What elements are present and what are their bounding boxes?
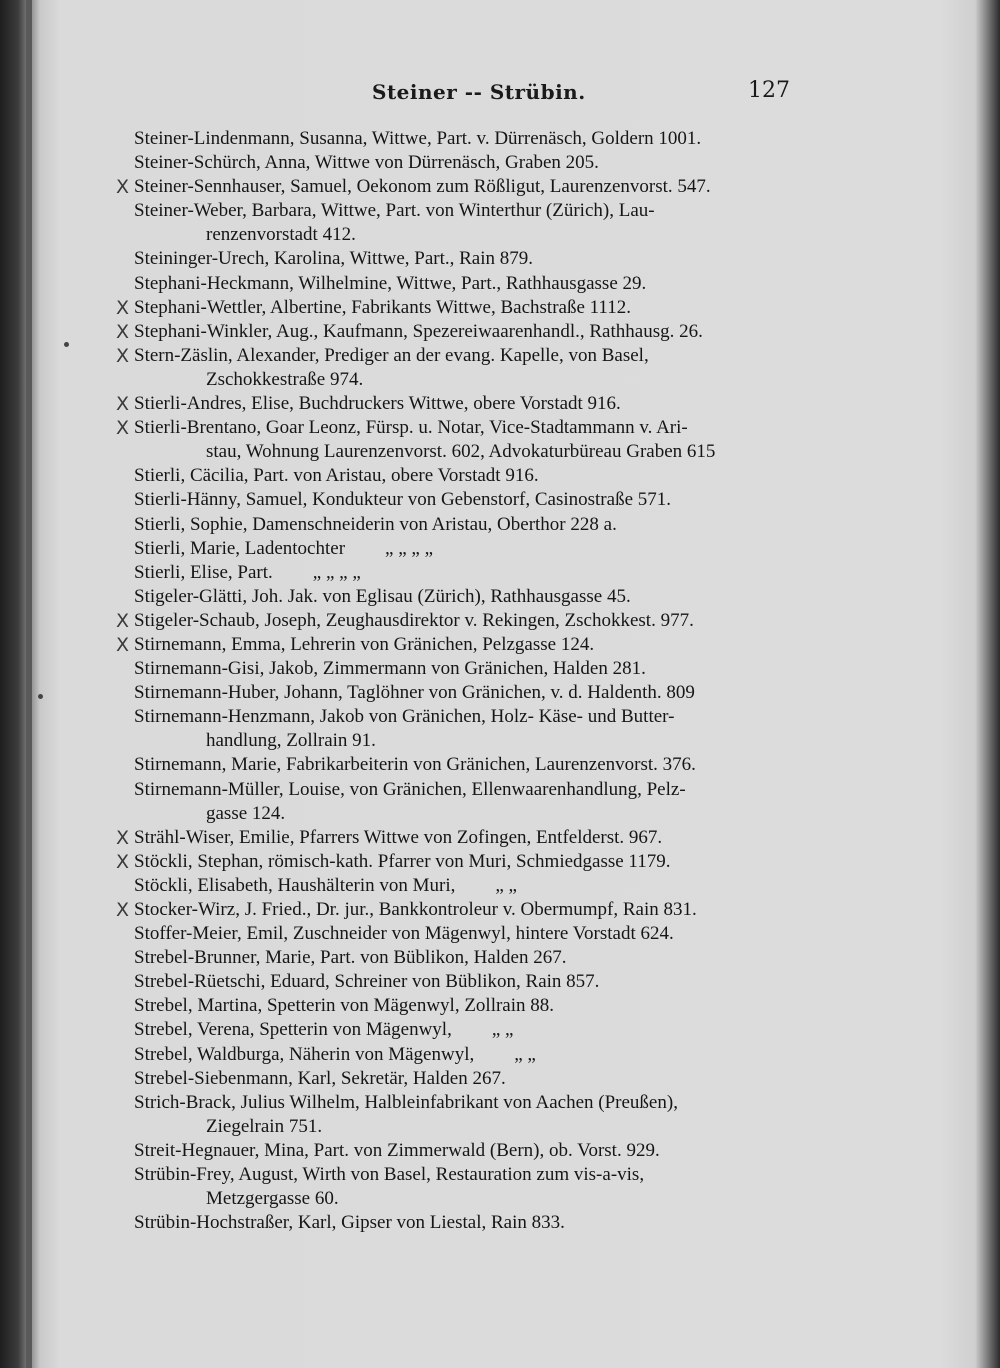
directory-entry-line [134, 946, 814, 970]
directory-entry-line [134, 1043, 814, 1067]
directory-entry-line [116, 175, 814, 199]
entry-text: Stephani-Heckmann, Wilhelmine, Wittwe, Part., Rathhausgasse 29. [134, 272, 647, 294]
directory-entry-line [134, 994, 814, 1018]
ditto-marks: „ „ [514, 1043, 536, 1065]
entry-text: handlung, Zollrain 91. [206, 730, 376, 752]
directory-entry-line [134, 513, 814, 537]
entry-text: Strebel, Martina, Spetterin von Mägenwyl, Zollrain 88. [134, 995, 555, 1017]
entry-text: Stoffer-Meier, Emil, Zuschneider von Mägenwyl, hintere Vorstadt 624. [134, 923, 674, 945]
directory-entry-line [116, 609, 814, 633]
directory-entry-line [116, 320, 814, 344]
directory-entry-line [134, 151, 814, 175]
page-number: 127 [748, 78, 790, 103]
directory-entry-line [134, 681, 814, 705]
entry-text: Stocker-Wirz, J. Fried., Dr. jur., Bankkontroleur v. Obermumpf, Rain 831. [134, 899, 697, 920]
entry-text: Stephani-Winkler, Aug., Kaufmann, Spezereiwaarenhandl., Rathhausg. 26. [134, 320, 703, 342]
directory-entry-line [134, 488, 814, 512]
directory-entry-line [134, 778, 814, 802]
directory-entry-line [134, 272, 814, 296]
handwritten-x-mark: X [116, 826, 130, 849]
entry-text: Stierli, Marie, Ladentochter [134, 537, 346, 559]
directory-entry-line [134, 199, 814, 223]
handwritten-x-mark: X [116, 176, 130, 199]
entry-text: Strich-Brack, Julius Wilhelm, Halbleinfabrikant von Aachen (Preußen), [134, 1091, 678, 1113]
handwritten-x-mark: X [116, 393, 130, 416]
ditto-marks: „ „ „ „ [385, 537, 434, 559]
directory-entry-line [134, 464, 814, 488]
entry-text: Steininger-Urech, Karolina, Wittwe, Part., Rain 879. [134, 248, 533, 270]
directory-entry-line [134, 1018, 814, 1042]
page-header [0, 80, 1000, 110]
directory-entry-line [134, 802, 814, 826]
handwritten-x-mark: X [116, 850, 130, 873]
handwritten-x-mark: X [116, 609, 130, 632]
entry-text: Stirnemann, Emma, Lehrerin von Gränichen, Pelzgasse 124. [134, 633, 595, 655]
directory-entry-line [134, 970, 814, 994]
entry-text: Steiner-Lindenmann, Susanna, Wittwe, Part. v. Dürrenäsch, Goldern 1001. [134, 128, 702, 149]
entry-text: Stirnemann-Gisi, Jakob, Zimmermann von Gränichen, Halden 281. [134, 658, 646, 680]
directory-entry-line [134, 561, 814, 585]
directory-entry-line [134, 1211, 814, 1235]
entry-text: Stern-Zäslin, Alexander, Prediger an der evang. Kapelle, von Basel, [134, 344, 649, 366]
directory-entry-line [134, 753, 814, 777]
entry-text: Stierli-Brentano, Goar Leonz, Fürsp. u. Notar, Vice-Stadtammann v. Ari- [134, 417, 688, 439]
handwritten-x-mark: X [116, 899, 130, 921]
entry-text: Strübin-Frey, August, Wirth von Basel, Restauration zum vis-a-vis, [134, 1164, 645, 1186]
directory-entry-line [134, 223, 814, 247]
entry-text: Stierli-Hänny, Samuel, Kondukteur von Gebenstorf, Casinostraße 571. [134, 489, 672, 511]
entry-text: Stirnemann-Huber, Johann, Taglöhner von Gränichen, v. d. Haldenth. 809 [134, 682, 695, 704]
entry-text: renzenvorstadt 412. [206, 224, 356, 246]
ditto-marks: „ „ [491, 1019, 514, 1041]
entry-text: Stirnemann, Marie, Fabrikarbeiterin von Gränichen, Laurenzenvorst. 376. [134, 754, 696, 776]
entry-text: Steiner-Schürch, Anna, Wittwe von Dürrenäsch, Graben 205. [134, 152, 599, 174]
directory-entry-line [116, 850, 814, 874]
entry-text: Stierli, Elise, Part. [134, 561, 273, 583]
directory-entry-line [134, 1163, 814, 1187]
entry-text: Streit-Hegnauer, Mina, Part. von Zimmerwald (Bern), ob. Vorst. 929. [134, 1139, 660, 1161]
handwritten-x-mark: X [116, 633, 130, 656]
margin-dot [38, 694, 43, 699]
directory-entries [116, 127, 814, 1235]
entry-text: gasse 124. [206, 802, 286, 824]
directory-entry-line [134, 1115, 814, 1139]
directory-entry-line [134, 1091, 814, 1115]
entry-text: Metzgergasse 60. [206, 1188, 339, 1210]
entry-text: Strebel-Rüetschi, Eduard, Schreiner von Büblikon, Rain 857. [134, 971, 600, 993]
directory-entry-line [134, 127, 814, 151]
directory-entry-line [116, 392, 814, 416]
directory-entry-line [134, 729, 814, 753]
entry-text: Strebel, Verena, Spetterin von Mägenwyl, [134, 1019, 452, 1041]
directory-entry-line [134, 874, 814, 898]
running-title: Steiner -- Strübin. [372, 80, 586, 104]
directory-entry-line [116, 826, 814, 850]
directory-entry-line [116, 633, 814, 657]
entry-text: Stigeler-Schaub, Joseph, Zeughausdirektor v. Rekingen, Zschokkest. 977. [134, 609, 694, 631]
directory-entry-line [134, 247, 814, 271]
directory-entry-line [116, 416, 814, 440]
directory-entry-line [134, 1139, 814, 1163]
entry-text: Steiner-Sennhauser, Samuel, Oekonom zum Rößligut, Laurenzenvorst. 547. [134, 176, 711, 198]
directory-entry-line [134, 1187, 814, 1211]
entry-text: Strebel-Brunner, Marie, Part. von Büblikon, Halden 267. [134, 947, 567, 969]
entry-text: Strähl-Wiser, Emilie, Pfarrers Wittwe von Zofingen, Entfelderst. 967. [134, 826, 663, 848]
entry-text: Stigeler-Glätti, Joh. Jak. von Eglisau (Zürich), Rathhausgasse 45. [134, 585, 631, 607]
entry-text: stau, Wohnung Laurenzenvorst. 602, Advokaturbüreau Graben 615 [206, 441, 716, 463]
entry-text: Stirnemann-Henzmann, Jakob von Gränichen, Holz- Käse- und Butter- [134, 706, 675, 728]
directory-entry-line [134, 440, 814, 464]
handwritten-x-mark: X [116, 344, 130, 367]
entry-text: Stierli-Andres, Elise, Buchdruckers Wittwe, obere Vorstadt 916. [134, 393, 621, 415]
entry-text: Stephani-Wettler, Albertine, Fabrikants Wittwe, Bachstraße 1112. [134, 296, 631, 318]
entry-text: Steiner-Weber, Barbara, Wittwe, Part. von Winterthur (Zürich), Lau- [134, 200, 655, 222]
directory-entry-line [134, 1067, 814, 1091]
directory-entry-line [116, 344, 814, 368]
directory-entry-line [134, 585, 814, 609]
book-gutter [26, 0, 32, 1368]
entry-text: Stirnemann-Müller, Louise, von Gränichen, Ellenwaarenhandlung, Pelz- [134, 778, 686, 800]
handwritten-x-mark: X [116, 296, 130, 319]
directory-entry-line [134, 368, 814, 392]
directory-entry-line [134, 922, 814, 946]
entry-text: Stierli, Sophie, Damenschneiderin von Aristau, Oberthor 228 a. [134, 513, 617, 535]
entry-text: Ziegelrain 751. [206, 1115, 323, 1137]
ditto-marks: „ „ „ „ [312, 561, 361, 583]
entry-text: Zschokkestraße 974. [206, 368, 364, 390]
ditto-marks: „ „ [495, 874, 517, 896]
entry-text: Stöckli, Stephan, römisch-kath. Pfarrer von Muri, Schmiedgasse 1179. [134, 850, 671, 872]
entry-text: Strübin-Hochstraßer, Karl, Gipser von Liestal, Rain 833. [134, 1212, 565, 1234]
margin-dot [64, 342, 69, 347]
directory-entry-line [134, 705, 814, 729]
entry-text: Stierli, Cäcilia, Part. von Aristau, obere Vorstadt 916. [134, 465, 539, 487]
entry-text: Strebel-Siebenmann, Karl, Sekretär, Halden 267. [134, 1067, 506, 1089]
directory-entry-line [116, 296, 814, 320]
directory-entry-line [116, 898, 814, 922]
directory-entry-line [134, 657, 814, 681]
directory-entry-line [134, 537, 814, 561]
handwritten-x-mark: X [116, 417, 130, 440]
entry-text: Stöckli, Elisabeth, Haushälterin von Muri, [134, 874, 456, 896]
entry-text: Strebel, Waldburga, Näherin von Mägenwyl, [134, 1043, 475, 1065]
handwritten-x-mark: X [116, 320, 130, 343]
